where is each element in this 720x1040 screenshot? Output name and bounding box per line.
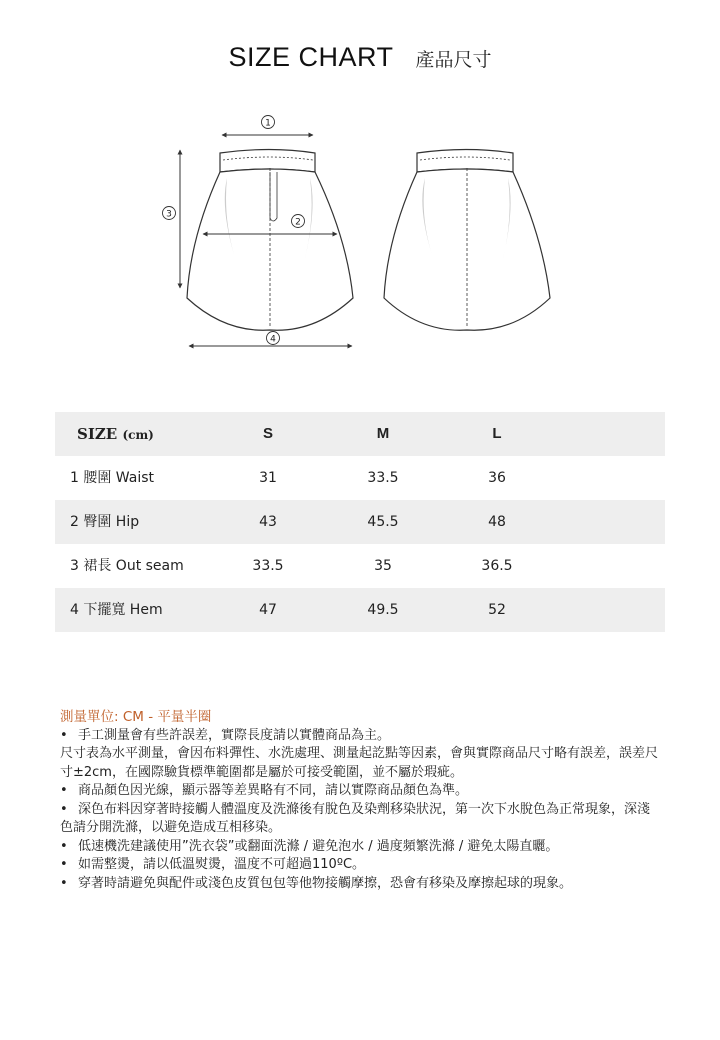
cell-s: 47 <box>259 602 277 618</box>
cell-l: 36.5 <box>481 558 513 574</box>
size-label: SIZE <box>77 425 118 443</box>
cell-m: 49.5 <box>367 602 399 618</box>
page-title <box>0 42 720 73</box>
svg-text:3: 3 <box>166 209 172 220</box>
cell-m: 35 <box>374 558 392 574</box>
note-paragraph: 尺寸表為水平測量，會因布料彈性、水洗處理、測量起訖點等因素，會與實際商品尺寸略有誤差，誤差尺寸±2cm，在國際驗貨標準範圍都是屬於可接受範圍，並不屬於瑕疵。 <box>60 746 659 780</box>
cell-m: 45.5 <box>367 514 399 530</box>
column-header-m: M <box>376 425 390 442</box>
cell-s: 33.5 <box>252 558 284 574</box>
note-item: • 商品顏色因光線，顯示器等差異略有不同，請以實際商品顏色為準。 <box>60 782 660 801</box>
svg-text:4: 4 <box>270 334 276 345</box>
marker-1 <box>262 116 275 129</box>
cell-l: 48 <box>488 514 506 530</box>
note-item: • 手工測量會有些許誤差，實際長度請以實體商品為主。 <box>60 727 660 746</box>
table-row-hem <box>55 588 665 632</box>
table-header-row <box>55 412 665 456</box>
note-item: • 如需整燙，請以低溫熨燙，溫度不可超過110ºC。 <box>60 856 660 875</box>
skirt-back-illustration <box>384 150 550 331</box>
care-notes <box>60 708 660 893</box>
cell-s: 31 <box>259 470 277 486</box>
unit-label: (cm) <box>122 428 154 442</box>
size-table <box>55 412 665 632</box>
skirt-diagram <box>155 108 565 358</box>
row-label: 4 下擺寬 Hem <box>70 602 163 618</box>
cell-l: 36 <box>488 470 506 486</box>
marker-2 <box>292 215 305 228</box>
marker-4 <box>267 332 280 345</box>
svg-text:1: 1 <box>265 118 271 129</box>
column-header-l: L <box>492 425 502 442</box>
notes-heading: 測量單位: CM - 平量半圈 <box>60 709 212 725</box>
skirt-front-illustration <box>187 150 353 331</box>
row-label: 3 裙長 Out seam <box>70 558 184 574</box>
cell-l: 52 <box>488 602 506 618</box>
note-item: • 穿著時請避免與配件或淺色皮質包包等他物接觸摩擦，恐會有移染及摩擦起球的現象。 <box>60 875 660 894</box>
size-header <box>77 412 154 457</box>
title-zh: 產品尺寸 <box>415 49 492 71</box>
note-item: • 低速機洗建議使用”洗衣袋”或翻面洗滌 / 避免泡水 / 過度頻繁洗滌 / 避免太陽直曬。 <box>60 838 660 857</box>
table-row-waist <box>55 456 665 500</box>
note-item: • 深色布料因穿著時接觸人體溫度及洗滌後有脫色及染劑移染狀況，第一次下水脫色為正常現象，深淺色請分開洗滌，以避免造成互相移染。 <box>60 801 660 838</box>
cell-m: 33.5 <box>367 470 399 486</box>
title-en: SIZE CHART <box>228 42 394 72</box>
marker-3 <box>163 207 176 220</box>
column-header-s: S <box>262 425 273 442</box>
cell-s: 43 <box>259 514 277 530</box>
table-row-outseam <box>55 544 665 588</box>
row-label: 2 臀圍 Hip <box>70 514 140 530</box>
table-row-hip <box>55 500 665 544</box>
row-label: 1 腰圍 Waist <box>70 470 155 486</box>
svg-text:2: 2 <box>295 217 301 228</box>
